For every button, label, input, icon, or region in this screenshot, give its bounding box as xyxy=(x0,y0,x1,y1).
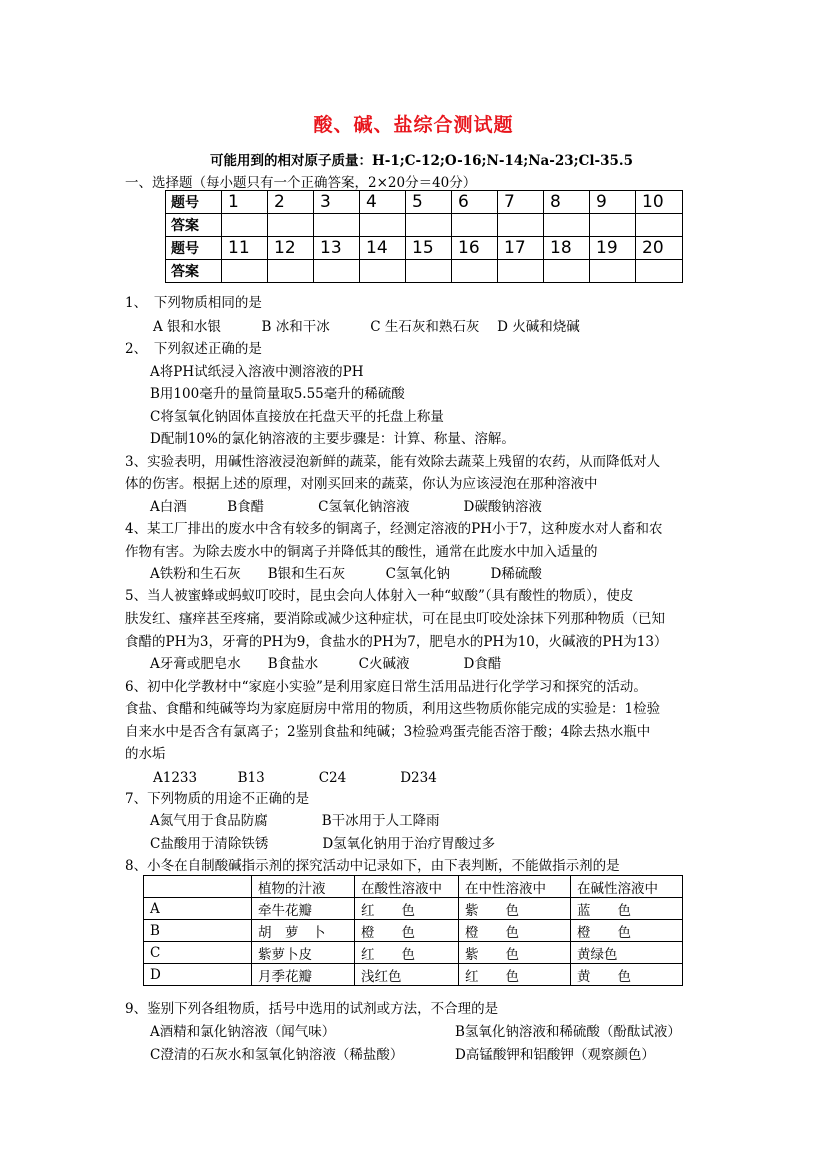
question-number: 4 xyxy=(360,191,406,214)
question-number: 15 xyxy=(406,237,452,260)
answer-cell[interactable] xyxy=(268,214,314,237)
answer-cell[interactable] xyxy=(314,214,360,237)
question-stem: 6、初中化学教材中“家庭小实验”是利用家庭日常生活用品进行化学学习和探究的活动。 xyxy=(125,679,647,695)
table-cell: D xyxy=(144,964,252,986)
table-cell: 橙 色 xyxy=(459,920,571,942)
table-cell: 紫 色 xyxy=(459,898,571,920)
option-c: C将氢氧化钠固体直接放在托盘天平的托盘上称量 xyxy=(150,409,444,425)
option-d: D配制10%的氯化钠溶液的主要步骤是：计算、称量、溶解。 xyxy=(150,431,515,447)
table-header xyxy=(144,876,252,898)
answer-cell[interactable] xyxy=(452,260,498,283)
answer-cell[interactable] xyxy=(636,214,683,237)
question-number: 9 xyxy=(590,191,636,214)
answer-cell[interactable] xyxy=(360,260,406,283)
answer-cell[interactable] xyxy=(314,260,360,283)
table-cell: C xyxy=(144,942,252,964)
table-cell: A xyxy=(144,898,252,920)
question-stem-cont: 肤发红、瘙痒甚至疼痛，要消除或减少这种症状，可在昆虫叮咬处涂抹下列那种物质（已知 xyxy=(125,611,665,627)
row-header: 答案 xyxy=(166,260,222,283)
answer-cell[interactable] xyxy=(222,260,268,283)
question-number: 18 xyxy=(544,237,590,260)
table-cell: 浅红色 xyxy=(355,964,459,986)
question-number: 20 xyxy=(636,237,683,260)
question-options: A铁粉和生石灰 B银和生石灰 C氢氧化钠 D稀硫酸 xyxy=(150,566,542,582)
indicator-table xyxy=(143,875,683,986)
question-number: 3 xyxy=(314,191,360,214)
table-row xyxy=(144,920,683,942)
table-cell: 胡 萝 卜 xyxy=(252,920,355,942)
table-header: 在中性溶液中 xyxy=(459,876,571,898)
answer-cell[interactable] xyxy=(590,260,636,283)
question-number: 8 xyxy=(544,191,590,214)
question-stem-cont: 食醋的PH为3，牙膏的PH为9，食盐水的PH为7，肥皂水的PH为10，火碱液的PH为13） xyxy=(125,634,668,650)
table-cell: 月季花瓣 xyxy=(252,964,355,986)
row-header: 答案 xyxy=(166,214,222,237)
table-cell: 红 色 xyxy=(459,964,571,986)
answer-cell[interactable] xyxy=(452,214,498,237)
question-number: 1 xyxy=(222,191,268,214)
table-cell: 紫 色 xyxy=(459,942,571,964)
table-row xyxy=(144,898,683,920)
answer-cell[interactable] xyxy=(222,214,268,237)
question-options: A 银和水银 B 冰和干冰 C 生石灰和熟石灰 D 火碱和烧碱 xyxy=(153,319,580,335)
answer-cell[interactable] xyxy=(498,214,544,237)
option-b: B用100毫升的量筒量取5.55毫升的稀硫酸 xyxy=(150,386,405,402)
question-options: A牙膏或肥皂水 B食盐水 C火碱液 D食醋 xyxy=(150,656,502,672)
table-row xyxy=(144,942,683,964)
answer-cell[interactable] xyxy=(268,260,314,283)
section-heading: 一、选择题（每小题只有一个正确答案，2×20分＝40分） xyxy=(125,175,477,191)
question-number: 17 xyxy=(498,237,544,260)
question-stem: 9、鉴别下列各组物质，括号中选用的试剂或方法，不合理的是 xyxy=(125,1001,499,1017)
question-stem: 1、 下列物质相同的是 xyxy=(125,295,262,311)
question-stem-cont: 作物有害。为除去废水中的铜离子并降低其的酸性，通常在此废水中加入适量的 xyxy=(125,544,598,560)
table-cell: B xyxy=(144,920,252,942)
question-number: 16 xyxy=(452,237,498,260)
table-cell: 牵牛花瓣 xyxy=(252,898,355,920)
question-options: A白酒 B食醋 C氢氧化钠溶液 D碳酸钠溶液 xyxy=(150,499,542,515)
option-c: C澄清的石灰水和氢氧化钠溶液（稀盐酸） xyxy=(150,1047,404,1063)
atomic-mass-note: 可能用到的相对原子质量：H-1;C-12;O-16;N-14;Na-23;Cl-35.5 xyxy=(210,153,634,169)
answer-cell[interactable] xyxy=(360,214,406,237)
question-number: 6 xyxy=(452,191,498,214)
question-stem-cont: 体的伤害。根据上述的原理，对刚买回来的蔬菜，你认为应该浸泡在那种溶液中 xyxy=(125,476,598,492)
table-cell: 红 色 xyxy=(355,898,459,920)
row-header: 题号 xyxy=(166,237,222,260)
question-options: C盐酸用于清除铁锈 D氢氧化钠用于治疗胃酸过多 xyxy=(150,836,496,852)
question-number: 2 xyxy=(268,191,314,214)
table-cell: 黄绿色 xyxy=(571,942,683,964)
option-a: A酒精和氯化钠溶液（闻气味） xyxy=(150,1024,336,1040)
table-cell: 橙 色 xyxy=(571,920,683,942)
question-stem-cont: 自来水中是否含有氯离子；2鉴别食盐和纯碱；3检验鸡蛋壳能否溶于酸；4除去热水瓶中 xyxy=(125,724,651,740)
question-stem: 2、 下列叙述正确的是 xyxy=(125,341,262,357)
table-header-row xyxy=(144,876,683,898)
question-number: 14 xyxy=(360,237,406,260)
answer-cell[interactable] xyxy=(406,214,452,237)
option-a: A将PH试纸浸入溶液中测溶液的PH xyxy=(150,364,364,380)
option-b: B氢氧化钠溶液和稀硫酸（酚酞试液） xyxy=(455,1024,681,1040)
answer-table xyxy=(165,190,683,283)
answer-cell[interactable] xyxy=(636,260,683,283)
question-number: 19 xyxy=(590,237,636,260)
answer-cell[interactable] xyxy=(406,260,452,283)
row-header: 题号 xyxy=(166,191,222,214)
question-options: A氮气用于食品防腐 B干冰用于人工降雨 xyxy=(150,813,440,829)
question-stem: 8、小冬在自制酸碱指示剂的探究活动中记录如下，由下表判断，不能做指示剂的是 xyxy=(125,858,620,874)
table-row xyxy=(166,214,683,237)
answer-cell[interactable] xyxy=(544,214,590,237)
question-options: A1233 B13 C24 D234 xyxy=(153,770,437,786)
question-stem: 7、下列物质的用途不正确的是 xyxy=(125,791,310,807)
question-number: 13 xyxy=(314,237,360,260)
page-title: 酸、碱、盐综合测试题 xyxy=(313,114,514,136)
table-header: 在碱性溶液中 xyxy=(571,876,683,898)
answer-cell[interactable] xyxy=(544,260,590,283)
question-stem-cont: 食盐、食醋和纯碱等均为家庭厨房中常用的物质，利用这些物质你能完成的实验是：1检验 xyxy=(125,701,661,717)
table-row xyxy=(166,260,683,283)
question-number: 5 xyxy=(406,191,452,214)
table-header: 植物的汁液 xyxy=(252,876,355,898)
answer-cell[interactable] xyxy=(590,214,636,237)
table-row xyxy=(166,191,683,214)
question-stem: 5、当人被蜜蜂或蚂蚁叮咬时，昆虫会向人体射入一种“蚁酸”（具有酸性的物质），使皮 xyxy=(125,588,634,604)
table-header: 在酸性溶液中 xyxy=(355,876,459,898)
question-number: 10 xyxy=(636,191,683,214)
answer-cell[interactable] xyxy=(498,260,544,283)
table-cell: 紫萝卜皮 xyxy=(252,942,355,964)
table-row xyxy=(166,237,683,260)
table-row xyxy=(144,964,683,986)
question-number: 7 xyxy=(498,191,544,214)
table-cell: 红 色 xyxy=(355,942,459,964)
question-stem: 3、实验表明，用碱性溶液浸泡新鲜的蔬菜，能有效除去蔬菜上残留的农药，从而降低对人 xyxy=(125,454,661,470)
question-stem: 4、某工厂排出的废水中含有较多的铜离子，经测定溶液的PH小于7，这种废水对人畜和农 xyxy=(125,521,663,537)
table-cell: 橙 色 xyxy=(355,920,459,942)
question-number: 11 xyxy=(222,237,268,260)
question-stem-cont: 的水垢 xyxy=(125,746,166,762)
table-cell: 黄 色 xyxy=(571,964,683,986)
table-cell: 蓝 色 xyxy=(571,898,683,920)
option-d: D高锰酸钾和铝酸钾（观察颜色） xyxy=(455,1047,655,1063)
question-number: 12 xyxy=(268,237,314,260)
